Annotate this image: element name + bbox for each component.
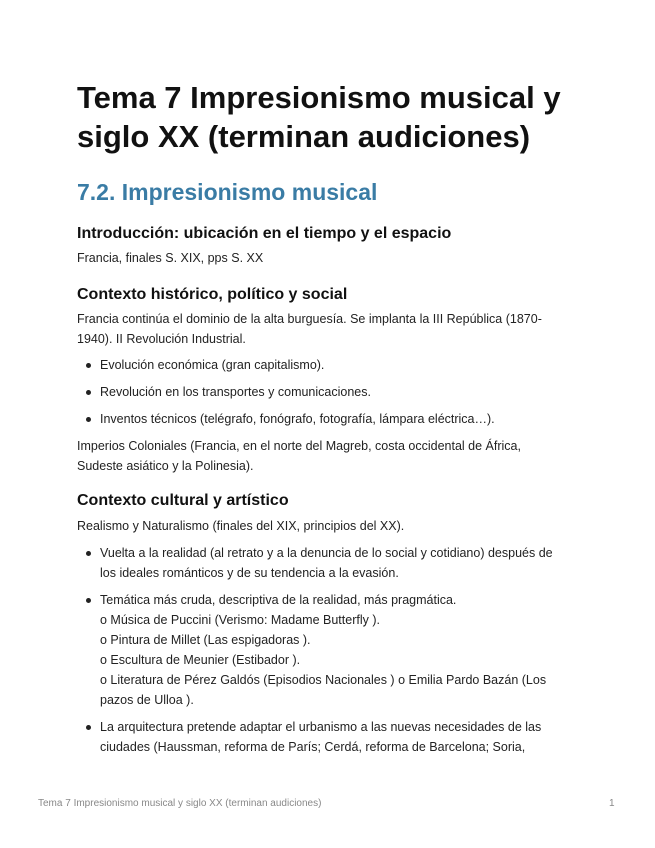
cultural-bullet-list: [77, 543, 567, 757]
page-number: 1: [609, 798, 615, 809]
list-item: Inventos técnicos (telégrafo, fonógrafo, fotografía, lámpara eléctrica…).: [77, 409, 567, 429]
cultural-text: Realismo y Naturalismo (finales del XIX, principios del XX).: [77, 519, 405, 533]
list-item: [77, 590, 567, 710]
intro-heading: Introducción: ubicación en el tiempo y el espacio: [77, 225, 452, 242]
sub-item: o Música de Puccini (Verismo: Madame Butterfly ).: [100, 613, 380, 627]
footer-title: Tema 7 Impresionismo musical y siglo XX (terminan audiciones): [38, 798, 322, 809]
bullet-icon: [86, 725, 91, 730]
list-item: Revolución en los transportes y comunicaciones.: [77, 382, 567, 402]
list-item: La arquitectura pretende adaptar el urbanismo a las nuevas necesidades de las ciudades (Haussman, reforma de París; Cerdá, reforma de Barcelona; Soria,: [77, 717, 567, 757]
historic-heading: Contexto histórico, político y social: [77, 286, 348, 303]
intro-text: Francia, finales S. XIX, pps S. XX: [77, 251, 264, 265]
sub-item: o Literatura de Pérez Galdós (Episodios Nacionales ) o Emilia Pardo Bazán (Los pazos de Ulloa ).: [100, 673, 547, 707]
bullet-icon: [86, 417, 91, 422]
bullet-icon: [86, 390, 91, 395]
bullet-icon: [86, 598, 91, 603]
list-item: Evolución económica (gran capitalismo).: [77, 355, 567, 375]
section-heading: 7.2. Impresionismo musical: [77, 179, 378, 205]
bullet-intro: Temática más cruda, descriptiva de la realidad, más pragmática.: [100, 593, 457, 607]
historic-bullet-list: [77, 355, 567, 429]
bullet-icon: [86, 363, 91, 368]
historic-text: Francia continúa el dominio de la alta burguesía. Se implanta la III República (1870-1940). II Revolución Industrial.: [77, 312, 542, 346]
cultural-heading: Contexto cultural y artístico: [77, 492, 289, 509]
sub-item: o Escultura de Meunier (Estibador ).: [100, 653, 301, 667]
sub-item: o Pintura de Millet (Las espigadoras ).: [100, 633, 311, 647]
bullet-icon: [86, 551, 91, 556]
list-item: Vuelta a la realidad (al retrato y a la denuncia de lo social y cotidiano) después de los ideales románticos y de su tendencia a la evasión.: [77, 543, 567, 583]
document-title: Tema 7 Impresionismo musical y siglo XX (terminan audiciones): [77, 80, 561, 154]
historic-closing-text: Imperios Coloniales (Francia, en el norte del Magreb, costa occidental de África, Sudeste asiático y la Polinesia).: [77, 439, 521, 473]
